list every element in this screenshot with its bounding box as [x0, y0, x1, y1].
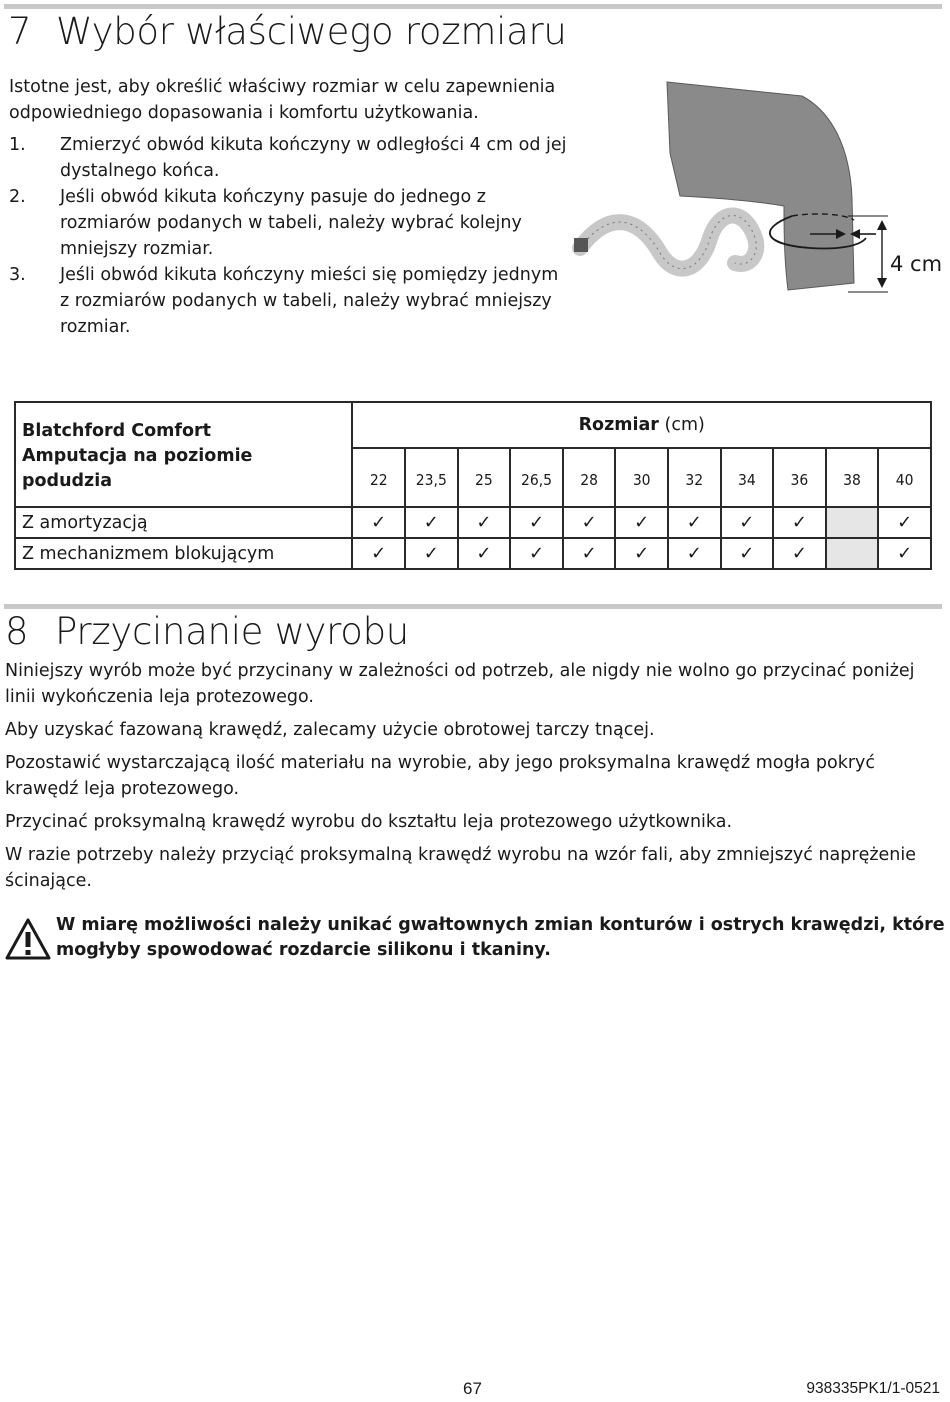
check-cell: ✓ — [878, 538, 931, 569]
check-cell: ✓ — [615, 507, 668, 538]
step-text: Zmierzyć obwód kikuta kończyny w odległości 4 cm od jej dystalnego końca. — [60, 135, 567, 181]
section-7-body — [9, 74, 569, 340]
row-label: Z mechanizmem blokującym — [15, 538, 352, 569]
size-cell: 28 — [563, 448, 616, 507]
table-row — [15, 507, 931, 538]
check-cell: ✓ — [668, 507, 721, 538]
step-item — [9, 262, 569, 340]
step-text: Jeśli obwód kikuta kończyny mieści się pomiędzy jednym z rozmiarów podanych w tabeli, należy wybrać mniejszy rozmiar. — [60, 265, 559, 337]
paragraph: W razie potrzeby należy przyciąć proksymalną krawędź wyrobu na wzór fali, aby zmniejszyć naprężenie ścinające. — [5, 845, 917, 891]
section-8-top-rule — [4, 604, 942, 609]
section-7-heading — [8, 10, 567, 53]
paragraph: Pozostawić wystarczającą ilość materiału na wyrobie, aby jego proksymalna krawędź mogła pokryć krawędź leja protezowego. — [5, 753, 876, 799]
section-7-top-rule — [4, 4, 942, 9]
step-number: 2. — [9, 187, 26, 207]
check-cell: ✓ — [773, 507, 826, 538]
check-cell: ✓ — [352, 538, 405, 569]
paragraph: Przycinać proksymalną krawędź wyrobu do kształtu leja protezowego użytkownika. — [5, 812, 733, 832]
check-cell: ✓ — [405, 538, 458, 569]
check-cell: ✓ — [721, 507, 774, 538]
section-7-number: 7 — [8, 10, 32, 53]
check-cell: ✓ — [563, 538, 616, 569]
size-cell: 23,5 — [405, 448, 458, 507]
tape-measure-icon — [574, 216, 756, 269]
warning-text: W miarę możliwości należy unikać gwałtownych zmian konturów i ostrych krawędzi, które mogłyby spowodować rozdarcie silikonu i tkaniny. — [56, 915, 945, 960]
check-cell: ✓ — [721, 538, 774, 569]
size-cell: 26,5 — [510, 448, 563, 507]
check-cell: ✓ — [352, 507, 405, 538]
size-cell: 40 — [878, 448, 931, 507]
section-8-body — [5, 658, 940, 894]
paragraph: Aby uzyskać fazowaną krawędź, zalecamy użycie obrotowej tarczy tnącej. — [5, 720, 655, 740]
size-cell: 25 — [458, 448, 511, 507]
section-8-number: 8 — [5, 610, 29, 653]
size-header-unit: (cm) — [658, 414, 705, 435]
step-number: 1. — [9, 135, 26, 155]
limb-measurement-figure — [570, 78, 945, 298]
check-cell: ✓ — [878, 507, 931, 538]
size-cell: 22 — [352, 448, 405, 507]
check-cell: ✓ — [773, 538, 826, 569]
size-header-label: Rozmiar — [578, 414, 659, 435]
step-item — [9, 132, 569, 184]
section-8-title: Przycinanie wyrobu — [55, 610, 409, 653]
size-header-cell — [352, 402, 931, 448]
check-cell: ✓ — [563, 507, 616, 538]
size-cell: 36 — [773, 448, 826, 507]
figure-label-4cm: 4 cm — [890, 252, 943, 276]
table-row — [15, 538, 931, 569]
size-cell: 38 — [826, 448, 879, 507]
product-line-2: Amputacja na poziomie podudzia — [22, 446, 253, 491]
check-cell: ✓ — [668, 538, 721, 569]
row-label: Z amortyzacją — [15, 507, 352, 538]
check-cell: ✓ — [405, 507, 458, 538]
warning-triangle-icon — [5, 917, 51, 961]
step-item — [9, 184, 569, 262]
check-cell: ✓ — [458, 538, 511, 569]
size-table — [14, 401, 932, 570]
sizing-steps-list — [9, 132, 569, 340]
section-8-heading — [5, 610, 409, 653]
page-number: 67 — [463, 1379, 482, 1398]
unavailable-cell — [826, 538, 879, 569]
table-header-row — [15, 402, 931, 448]
size-cell: 34 — [721, 448, 774, 507]
size-cell: 30 — [615, 448, 668, 507]
product-line-1: Blatchford Comfort — [22, 421, 211, 441]
section-7-title: Wybór właściwego rozmiaru — [56, 10, 567, 53]
check-cell: ✓ — [510, 538, 563, 569]
paragraph: Niniejszy wyrób może być przycinany w zależności od potrzeb, ale nigdy nie wolno go przycinać poniżej linii wykończenia leja protezowego. — [5, 661, 915, 707]
check-cell: ✓ — [458, 507, 511, 538]
section-7-intro: Istotne jest, aby określić właściwy rozmiar w celu zapewnienia odpowiedniego dopasowania i komfortu użytkowania. — [9, 77, 556, 123]
document-code: 938335PK1/1-0521 — [806, 1380, 940, 1397]
product-name-cell — [15, 402, 352, 507]
size-cell: 32 — [668, 448, 721, 507]
unavailable-cell — [826, 507, 879, 538]
step-number: 3. — [9, 265, 26, 285]
check-cell: ✓ — [510, 507, 563, 538]
step-text: Jeśli obwód kikuta kończyny pasuje do jednego z rozmiarów podanych w tabeli, należy wybrać kolejny mniejszy rozmiar. — [60, 187, 522, 259]
check-cell: ✓ — [615, 538, 668, 569]
